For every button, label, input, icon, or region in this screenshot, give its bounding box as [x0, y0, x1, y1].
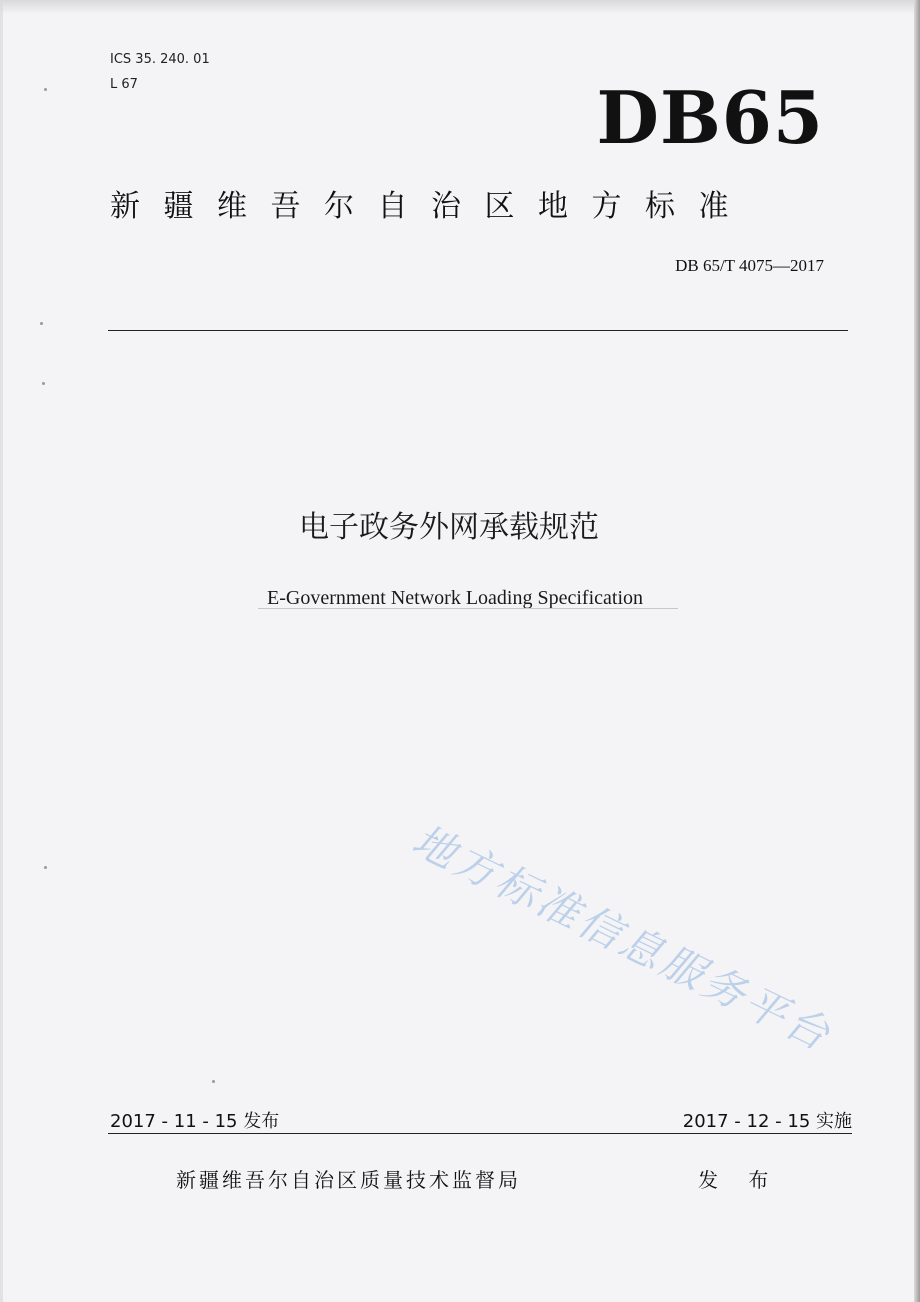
title-underline — [258, 608, 678, 609]
issue-label: 发 布 — [698, 1168, 781, 1192]
footer-divider — [108, 1133, 852, 1134]
document-title-en: E-Government Network Loading Specification — [267, 587, 643, 609]
standard-type-heading: 新疆维吾尔自治区地方标准 — [110, 189, 752, 224]
scan-speck — [44, 88, 47, 91]
standard-code: DB 65/T 4075—2017 — [675, 256, 824, 275]
issuing-authority: 新疆维吾尔自治区质量技术监督局 — [176, 1168, 521, 1192]
watermark-stamp: 地方标准信息服务平台 — [405, 815, 840, 1061]
page-edge-left — [0, 0, 3, 1302]
scan-speck — [40, 322, 43, 325]
scan-speck — [42, 382, 45, 385]
page-edge-right — [914, 0, 920, 1302]
scan-shadow-top — [0, 0, 914, 14]
document-title-zh: 电子政务外网承载规范 — [299, 510, 599, 545]
ics-code: ICS 35. 240. 01 — [110, 52, 210, 67]
implementation-date: 2017 - 12 - 15 实施 — [682, 1111, 852, 1132]
clc-code: L 67 — [110, 77, 138, 92]
scan-speck — [44, 866, 47, 869]
db-logo: DB65 — [596, 75, 824, 160]
scan-speck — [212, 1080, 215, 1083]
header-divider — [108, 330, 848, 331]
issue-date: 2017 - 11 - 15 发布 — [110, 1111, 280, 1132]
